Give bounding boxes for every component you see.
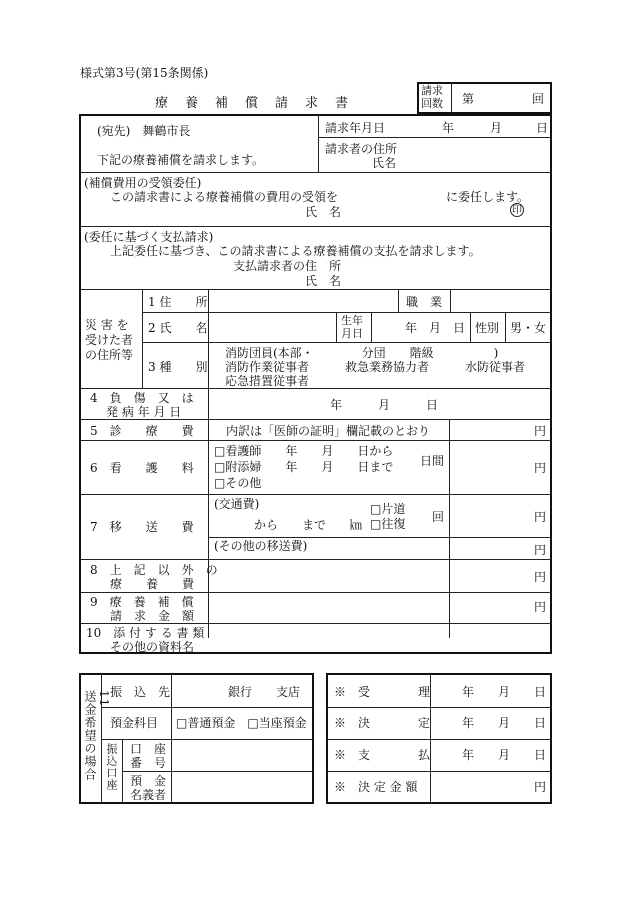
bank-label: 振 込 先 [110,685,171,699]
type-line-2: 消防作業従事者 救急業務協力者 水防従事者 [225,360,526,374]
decided-amount-yen: 円 [534,780,547,794]
delegation-text-end: に委任します。 [446,190,530,204]
payment-request-text: 上記委任に基づき、この請求書による療養補償の支払を請求します。 [110,244,481,258]
account-number-label: 口 座 番 号 [130,742,167,770]
decided-amount-label: ※ 決 定 金 額 [334,780,418,794]
type-line-3: 応急措置従事者 [225,374,310,388]
seal-mark: 印 [512,205,522,216]
claim-amount-label-2: 請 求 金 額 [110,609,195,623]
day-label: 日 [536,121,549,135]
nursing-fee-label: 6 看 護 料 [90,461,194,475]
account-holder-label: 預 金 名義者 [130,774,167,802]
deposit-type-label: 預金科目 [110,716,159,730]
payer-address-label: 支払請求者の住 所 [233,259,342,273]
name-label: 2 氏 名 [148,321,208,335]
month-label: 月 [490,121,503,135]
victim-group-label: 災 害 を 受けた者 の住所等 [85,318,134,362]
paid-label: ※ 支 払 [334,748,431,762]
nursing-fee-yen: 円 [534,461,547,475]
medical-fee-yen: 円 [534,424,547,438]
nursing-option-other[interactable]: □その他 [214,476,262,490]
claim-count-label: 請求 回数 [421,84,443,110]
transfer-account-side-label: 振込口座 [105,743,118,791]
bank-text: 銀行 支店 [228,685,301,699]
request-date-label: 請求年月日 [325,121,386,135]
transport-fee-label: 7 移 送 費 [90,520,194,534]
medical-fee-note: 内訳は「医師の証明」欄記載のとおり [226,424,431,438]
transport-fare-yen: 円 [534,510,547,524]
birth-date-ymd: 年 月 日 [405,321,466,335]
delegation-name-label: 氏 名 [305,205,342,219]
transport-fare-label: (交通費) [214,497,260,511]
transport-other-yen: 円 [534,543,547,557]
transport-one-way[interactable]: □片道 [370,502,406,516]
year-label: 年 [442,121,455,135]
claim-count-suffix: 回 [532,92,545,106]
type-label: 3 種 別 [148,360,208,374]
transfer-group-label: 11 送金希望の場合 [83,690,111,781]
attachments-label: 10 添 付 す る 書 類 [86,626,205,640]
claim-amount-label: 9 療 養 補 償 [90,595,194,609]
payment-request-heading: (委任に基づく支払請求) [84,230,214,244]
other-fee-label-2: 療 養 費 [110,577,195,591]
received-label: ※ 受 理 [334,685,431,699]
transport-from-to: から まで ㎞ [254,518,363,532]
delegation-heading: (補償費用の受領委任) [84,176,202,190]
page-title: 療 養 補 償 請 求 書 [155,96,351,111]
nursing-option-attendant[interactable]: □附添婦 年 月 日まで [214,460,394,474]
medical-fee-label: 5 診 療 費 [90,424,194,438]
attachments-label-2: その他の資料名 [110,640,195,654]
other-fee-label: 8 上 記 以 外 の [90,563,218,577]
deposit-options[interactable]: □普通預金 □当座預金 [176,716,307,730]
request-text: 下記の療養補償を請求します。 [97,153,265,167]
address-label: 1 住 所 [148,295,208,309]
decided-label: ※ 決 定 [334,716,431,730]
received-ymd: 年 月 日 [462,685,547,699]
transport-other-label: (その他の移送費) [214,539,308,553]
nursing-option-nurse[interactable]: □看護師 年 月 日から [214,444,394,458]
claimant-name-label: 氏名 [372,156,397,170]
decided-ymd: 年 月 日 [462,716,547,730]
addressee: (宛先) 舞鶴市長 [97,124,191,138]
gender-label: 性別 [475,321,500,335]
nursing-days: 日間 [420,454,445,468]
injury-date-ymd: 年 月 日 [330,398,439,412]
claim-count-prefix: 第 [462,92,475,106]
injury-date-label-2: 発 病 年 月 日 [106,405,182,419]
delegation-text: この請求書による療養補償の費用の受領を [110,190,339,204]
paid-ymd: 年 月 日 [462,748,547,762]
type-line-1: 消防団員(本部・ 分団 階級 ) [225,346,499,360]
payer-name-label: 氏 名 [305,274,342,288]
gender-options: 男・女 [510,321,547,335]
transport-round-trip[interactable]: □往復 [370,517,406,531]
claimant-address-label: 請求者の住所 [325,142,398,156]
injury-date-label: 4 負 傷 又 は [90,391,194,405]
claim-amount-yen: 円 [534,600,547,614]
form-number: 様式第3号(第15条関係) [80,66,209,80]
other-fee-yen: 円 [534,570,547,584]
birth-date-label: 生年 月日 [341,314,363,340]
occupation-label: 職 業 [406,295,443,309]
transport-times: 回 [432,510,445,524]
